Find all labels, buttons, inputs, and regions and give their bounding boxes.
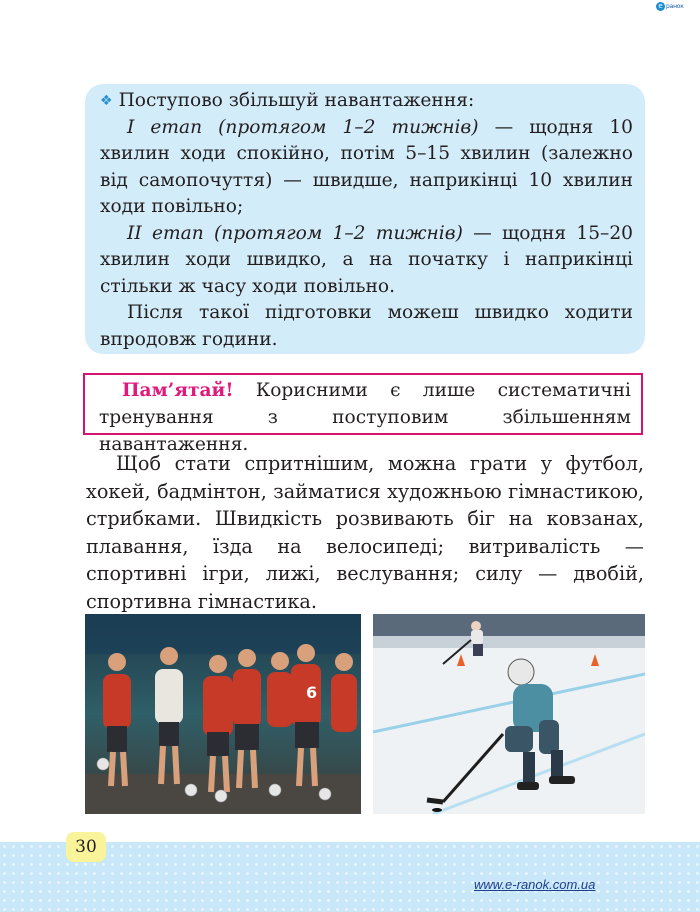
remember-text: Корисними є лише систематичні тренування з поступовим збільшенням навантаження. bbox=[99, 380, 631, 455]
jersey-number: 6 bbox=[306, 683, 318, 702]
main-text bbox=[86, 450, 644, 616]
tips-box bbox=[85, 84, 645, 354]
remember-box bbox=[83, 373, 643, 455]
remember-label: Пам’ятай! bbox=[122, 380, 234, 401]
football-team-photo bbox=[85, 614, 361, 814]
logo-e-icon: e bbox=[656, 2, 665, 11]
publisher-logo bbox=[656, 0, 696, 12]
hockey-player-photo bbox=[373, 614, 645, 814]
website-link[interactable]: www.e-ranok.com.ua bbox=[474, 877, 596, 892]
main-paragraph: Щоб стати спритнішим, можна грати у футбол, хокей, бадмінтон, займатися художньою гімнастикою, стрибками. Швидкість розвивають біг на ковзанах, плавання, їзда на велосипеді; витривалість — спортивні ігри, лижі, веслування; силу — двобій, спортивна гімнастика. bbox=[86, 452, 644, 613]
tips-stage-1 bbox=[100, 115, 633, 221]
tips-intro: ❖ Поступово збільшуй навантаження: bbox=[100, 90, 475, 111]
tips-conclusion: Після такої підготовки можеш швидко ходити впродовж години. bbox=[100, 302, 633, 350]
stage-1-label: I етап (протягом 1–2 тижнів) bbox=[127, 116, 479, 138]
diamond-bullet-icon: ❖ bbox=[100, 93, 113, 109]
logo-text: ранок bbox=[666, 2, 684, 10]
stage-2-text: — щодня 15–20 хвилин ходи швидко, а на початку і наприкінці стільки ж часу ходи повільно. bbox=[100, 222, 633, 297]
remember-paragraph bbox=[99, 377, 631, 458]
page-number: 30 bbox=[66, 832, 106, 862]
stage-1-text: — щодня 10 хвилин ходи спокійно, потім 5–15 хвилин (залежно від самопочуття) — швидше, наприкінці 10 хвилин ходи повільно; bbox=[100, 116, 633, 217]
tips-stage-2 bbox=[100, 221, 633, 301]
stage-2-label: II етап (протягом 1–2 тижнів) bbox=[127, 222, 463, 244]
